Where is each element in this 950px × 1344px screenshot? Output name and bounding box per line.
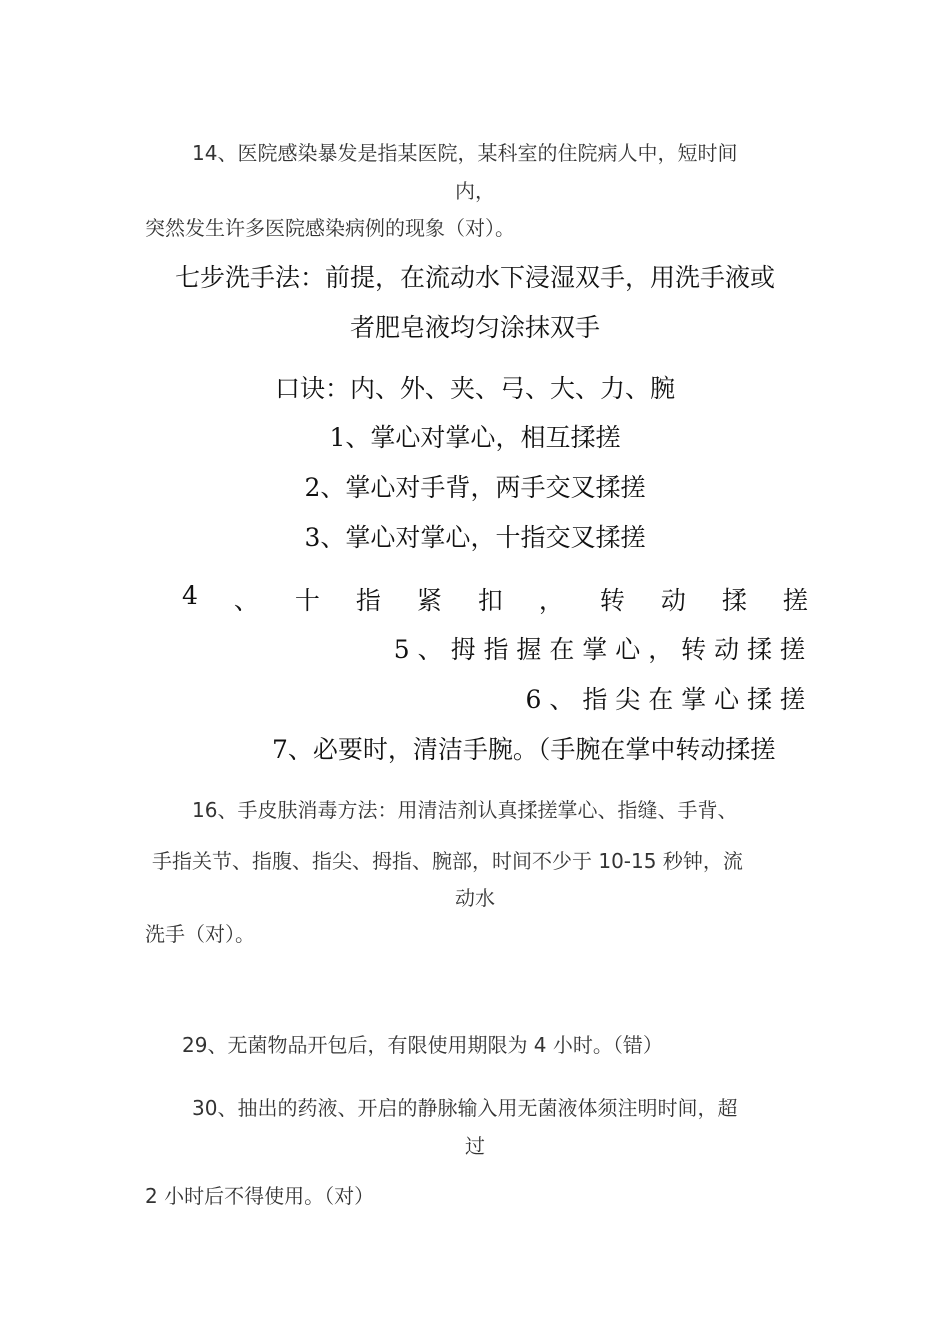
step-4-char: 扣 xyxy=(477,586,503,615)
step-4-char: ， xyxy=(538,586,564,615)
q30-line-1: 30、抽出的药液、开启的静脉输入用无菌液体须注明时间，超 xyxy=(192,1096,738,1120)
step-4-char: 揉 xyxy=(721,586,747,615)
seven-step-mnemonic: 口诀：内、外、夹、弓、大、力、腕 xyxy=(274,374,675,403)
step-4-char: 紧 xyxy=(416,586,442,615)
step-4-char: 动 xyxy=(660,586,686,615)
step-7: 7、必要时，清洁手腕。（手腕在掌中转动揉搓 xyxy=(272,735,776,764)
step-4-char: 、 xyxy=(233,586,259,615)
q30-line-3: 2 小时后不得使用。（对） xyxy=(145,1184,375,1208)
step-6: 6 、 指 尖 在 掌 心 揉 搓 xyxy=(525,685,805,714)
step-4-char: 搓 xyxy=(782,586,808,615)
seven-step-intro-line-2: 者肥皂液均匀涂抹双手 xyxy=(349,313,600,342)
step-4-char: 4 xyxy=(182,581,198,610)
q14-line-1: 14、医院感染暴发是指某医院，某科室的住院病人中，短时间 xyxy=(192,141,738,165)
seven-step-intro-line-1: 七步洗手法：前提，在流动水下浸湿双手，用洗手液或 xyxy=(174,263,775,292)
q30-line-2: 过 xyxy=(465,1134,485,1158)
step-2: 2、掌心对手背，两手交叉揉搓 xyxy=(304,473,646,502)
q29-line-1: 29、无菌物品开包后，有限使用期限为 4 小时。（错） xyxy=(182,1033,663,1057)
step-4 xyxy=(182,581,808,617)
step-4-char: 十 xyxy=(294,586,320,615)
step-4-char: 指 xyxy=(355,586,381,615)
step-1: 1、掌心对掌心，相互揉搓 xyxy=(329,423,621,452)
q14-line-2: 内， xyxy=(455,179,495,203)
step-4-char: 转 xyxy=(599,586,625,615)
q16-line-2: 手指关节、指腹、指尖、拇指、腕部，时间不少于 10-15 秒钟，流 xyxy=(152,849,743,873)
q14-line-3: 突然发生许多医院感染病例的现象（对）。 xyxy=(145,216,515,240)
step-3: 3、掌心对掌心，十指交叉揉搓 xyxy=(304,523,646,552)
step-5: 5 、 拇 指 握 在 掌 心 ， 转 动 揉 搓 xyxy=(393,635,805,664)
q16-line-1: 16、手皮肤消毒方法：用清洁剂认真揉搓掌心、指缝、手背、 xyxy=(192,798,738,822)
q16-line-4: 洗手（对）。 xyxy=(145,922,255,946)
q16-line-3: 动水 xyxy=(455,886,495,910)
